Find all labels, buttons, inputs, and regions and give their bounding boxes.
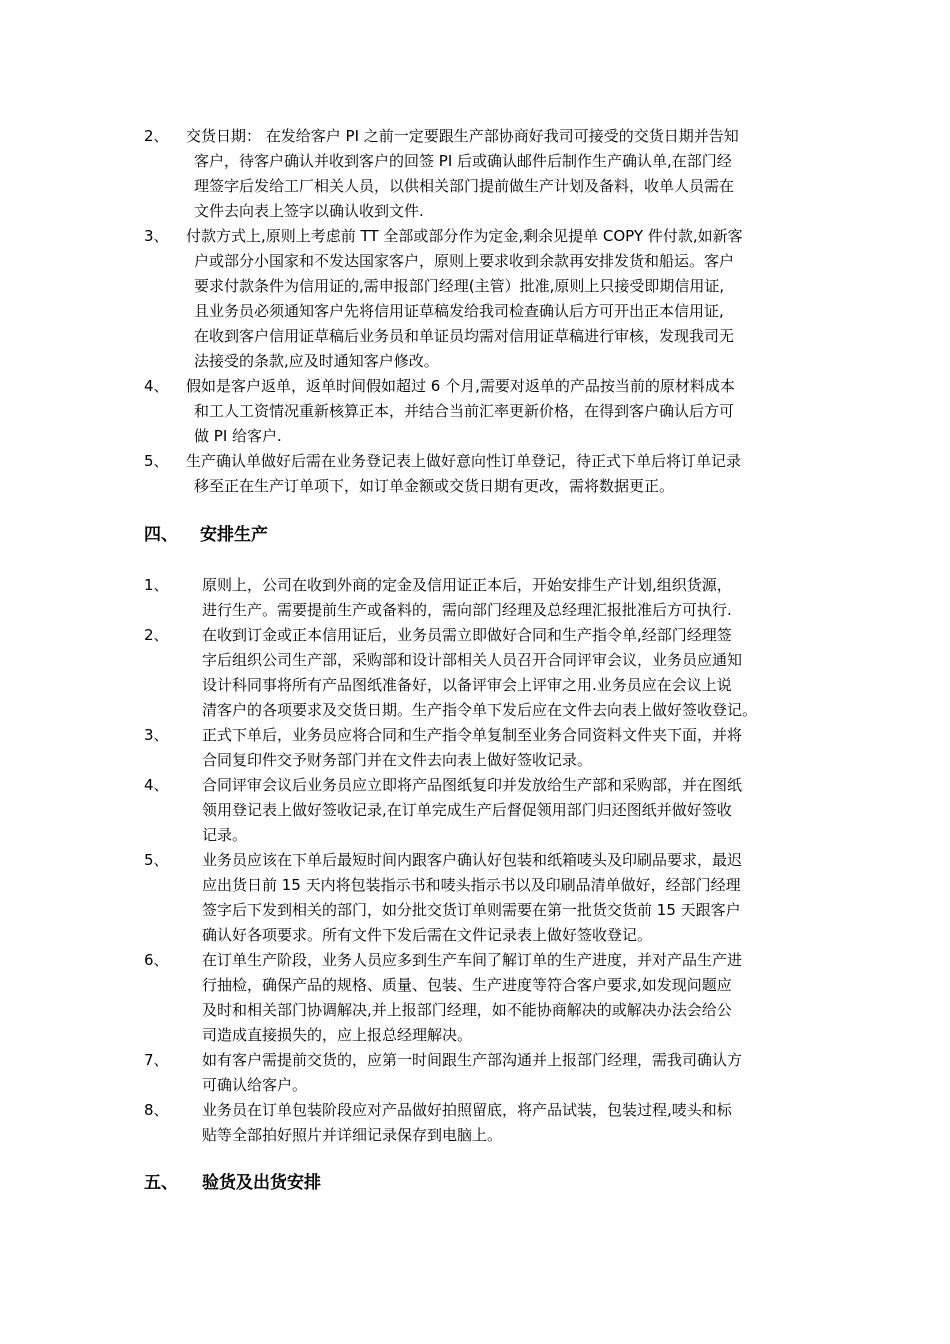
item-line: 和工人工资情况重新核算正本，并结合当前汇率更新价格，在得到客户确认后方可 xyxy=(194,402,735,420)
item-line: 司造成直接损失的，应上报总经理解决。 xyxy=(202,1026,473,1044)
item-line: 清客户的各项要求及交货日期。生产指令单下发后应在文件去向表上做好签收登记。 xyxy=(202,701,758,719)
item-line: 签字后下发到相关的部门，如分批交货订单则需要在第一批货交货前 15 天跟客户 xyxy=(202,901,741,919)
item-line: 生产确认单做好后需在业务登记表上做好意向性订单登记，待正式下单后将订单记录 xyxy=(186,452,742,470)
item-line: 做 PI 给客户. xyxy=(194,427,282,445)
item-line: 进行生产。需要提前生产或备料的，需向部门经理及总经理汇报批准后方可执行. xyxy=(202,601,732,619)
item-line: 业务员应该在下单后最短时间内跟客户确认好包装和纸箱唛头及印刷品要求，最迟 xyxy=(202,851,743,869)
item-number: 8、 xyxy=(144,1101,169,1119)
item-line: 在收到订金或正本信用证后，业务员需立即做好合同和生产指令单,经部门经理签 xyxy=(202,626,732,644)
item-line: 法接受的条款,应及时通知客户修改。 xyxy=(194,352,439,370)
item-line: 文件去向表上签字以确认收到文件. xyxy=(194,202,424,220)
section-number: 四、 xyxy=(144,525,178,545)
item-number: 1、 xyxy=(144,576,169,594)
item-line: 应出货日前 15 天内将包装指示书和唛头指示书以及印刷品清单做好，经部门经理 xyxy=(202,876,741,894)
item-line: 设计科同事将所有产品图纸准备好，以备评审会上评审之用.业务员应在会议上说 xyxy=(202,676,732,694)
item-number: 6、 xyxy=(144,951,169,969)
item-number: 3、 xyxy=(144,726,169,744)
item-line: 如有客户需提前交货的，应第一时间跟生产部沟通并上报部门经理，需我司确认方 xyxy=(202,1051,743,1069)
section-title: 验货及出货安排 xyxy=(202,1173,321,1193)
item-line: 原则上，公司在收到外商的定金及信用证正本后，开始安排生产计划,组织货源， xyxy=(202,576,732,594)
item-line: 及时和相关部门协调解决,并上报部门经理，如不能协商解决的或解决办法会给公 xyxy=(202,1001,732,1019)
item-number: 5、 xyxy=(144,452,169,470)
item-number: 2、 xyxy=(144,127,169,145)
item-line: 合同复印件交予财务部门并在文件去向表上做好签收记录。 xyxy=(202,751,593,769)
item-line: 要求付款条件为信用证的,需申报部门经理(主管）批准,原则上只接受即期信用证, xyxy=(194,277,725,295)
item-line: 且业务员必须通知客户先将信用证草稿发给我司检查确认后方可开出正本信用证, xyxy=(194,302,724,320)
item-line: 客户，待客户确认并收到客户的回签 PI 后或确认邮件后制作生产确认单,在部门经 xyxy=(194,152,732,170)
item-line: 贴等全部拍好照片并详细记录保存到电脑上。 xyxy=(202,1126,503,1144)
item-line: 在订单生产阶段，业务人员应多到生产车间了解订单的生产进度，并对产品生产进 xyxy=(202,951,743,969)
item-number: 3、 xyxy=(144,227,169,245)
item-line: 领用登记表上做好签收记录,在订单完成生产后督促领用部门归还图纸并做好签收 xyxy=(202,801,732,819)
item-line: 行抽检，确保产品的规格、质量、包装、生产进度等符合客户要求,如发现问题应 xyxy=(202,976,732,994)
item-line: 确认好各项要求。所有文件下发后需在文件记录表上做好签收登记。 xyxy=(202,926,653,944)
item-line: 假如是客户返单，返单时间假如超过 6 个月,需要对返单的产品按当前的原材料成本 xyxy=(186,377,735,395)
item-line: 字后组织公司生产部，采购部和设计部相关人员召开合同评审会议，业务员应通知 xyxy=(202,651,743,669)
item-line: 记录。 xyxy=(202,826,248,844)
item-line: 付款方式上,原则上考虑前 TT 全部或部分作为定金,剩余见提单 COPY 件付款,如新客 xyxy=(186,227,743,245)
item-line: 理签字后发给工厂相关人员，以供相关部门提前做生产计划及备料，收单人员需在 xyxy=(194,177,735,195)
item-line: 正式下单后，业务员应将合同和生产指令单复制至业务合同资料文件夹下面，并将 xyxy=(202,726,743,744)
item-number: 4、 xyxy=(144,377,169,395)
item-line: 移至正在生产订单项下，如订单金额或交货日期有更改，需将数据更正。 xyxy=(194,477,675,495)
item-number: 5、 xyxy=(144,851,169,869)
item-number: 2、 xyxy=(144,626,169,644)
item-line: 业务员在订单包装阶段应对产品做好拍照留底，将产品试装，包装过程,唛头和标 xyxy=(202,1101,732,1119)
item-line: 户或部分小国家和不发达国家客户，原则上要求收到余款再安排发货和船运。客户 xyxy=(194,252,735,270)
section-title: 安排生产 xyxy=(200,525,268,545)
item-line: 合同评审会议后业务员应立即将产品图纸复印并发放给生产部和采购部，并在图纸 xyxy=(202,776,743,794)
item-line: 在收到客户信用证草稿后业务员和单证员均需对信用证草稿进行审核，发现我司无 xyxy=(194,327,735,345)
item-number: 7、 xyxy=(144,1051,169,1069)
item-line: 可确认给客户。 xyxy=(202,1076,308,1094)
section-number: 五、 xyxy=(144,1173,178,1193)
item-line: 交货日期： 在发给客户 PI 之前一定要跟生产部协商好我司可接受的交货日期并告知 xyxy=(186,127,739,145)
item-number: 4、 xyxy=(144,776,169,794)
